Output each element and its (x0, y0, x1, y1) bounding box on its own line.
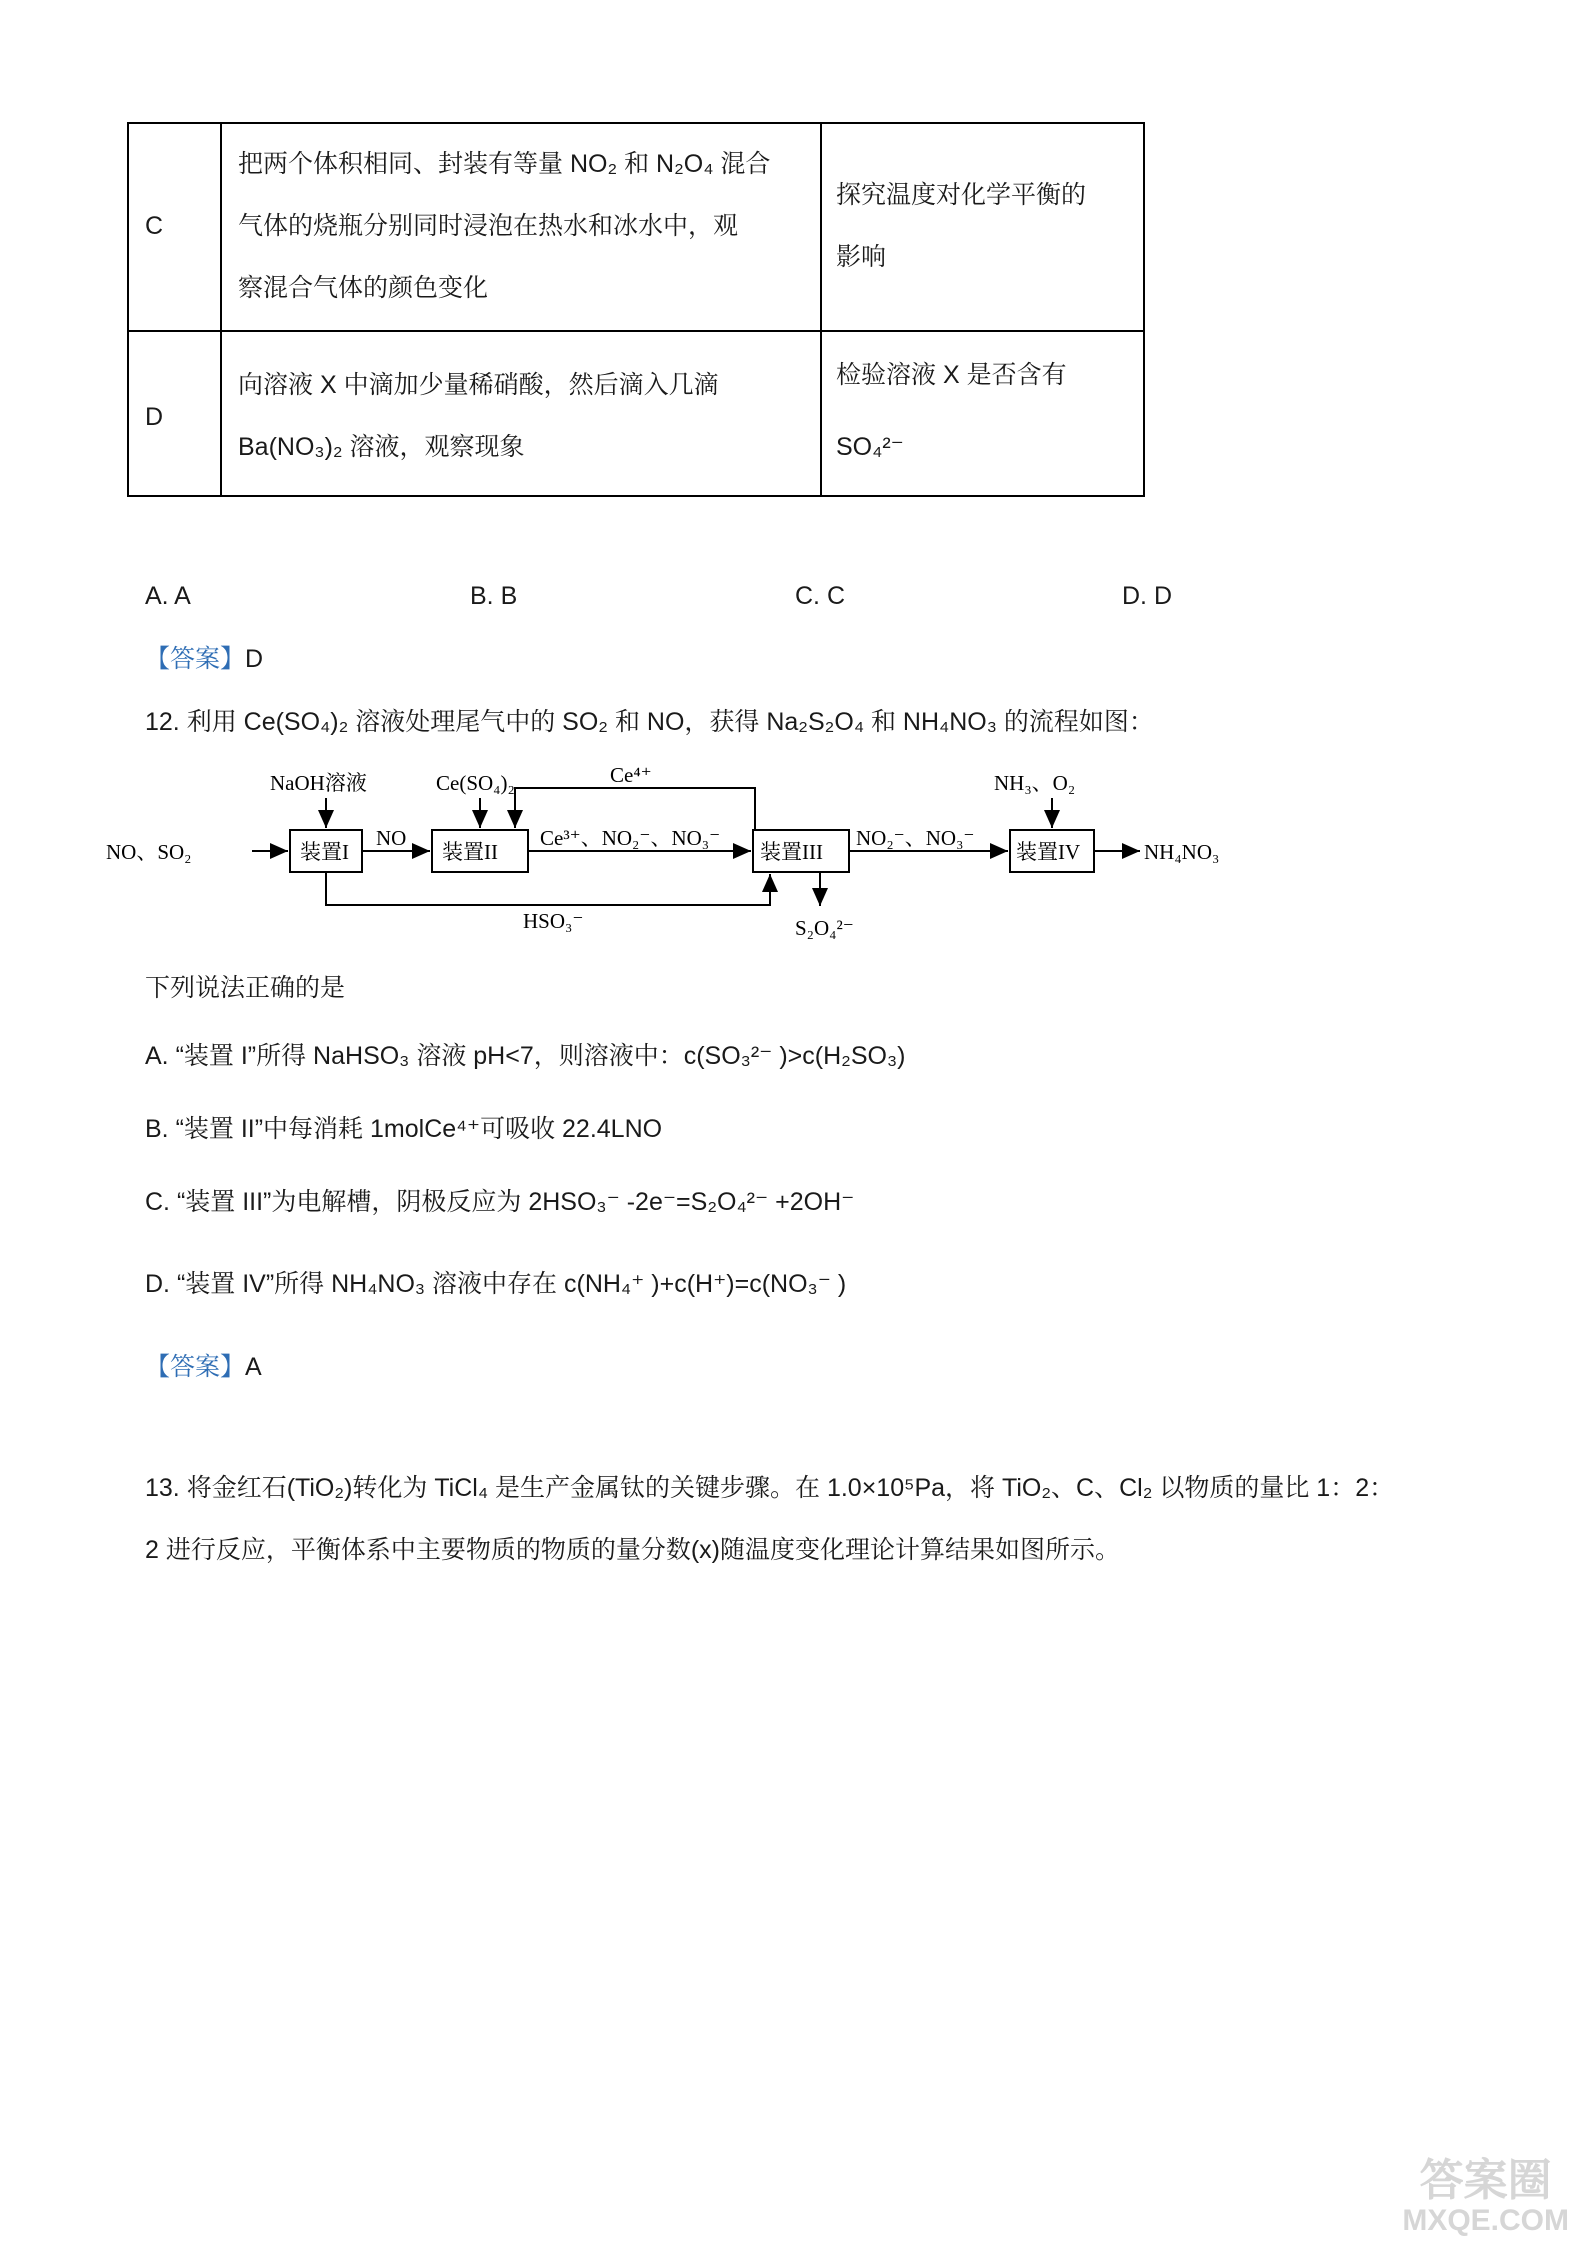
q12-prompt: 下列说法正确的是 (145, 974, 346, 1002)
diagram-box4-label: 装置IV (1016, 840, 1081, 864)
diagram-box1-label: 装置I (300, 840, 349, 864)
diagram-box2-label: 装置II (442, 840, 498, 864)
arrow-ce4-recycle (515, 788, 755, 830)
table-row-divider (129, 330, 1143, 332)
q12-option-b: B. “装置 II”中每消耗 1molCe⁴⁺可吸收 22.4LNO (145, 1115, 663, 1143)
diagram-box3-label: 装置III (760, 840, 823, 864)
answer-value: A (245, 1353, 262, 1381)
row-d-purpose-line-2: SO₄²⁻ (836, 433, 904, 461)
row-c-operation-line-1: 把两个体积相同、封装有等量 NO₂ 和 N₂O₄ 混合 (238, 150, 771, 178)
diagram-arrow-no2-no3: NO₂⁻、NO₃⁻ (856, 826, 975, 850)
diagram-arrow-ce3: Ce³⁺、NO₂⁻、NO₃⁻ (540, 826, 721, 850)
row-c-purpose-line-1: 探究温度对化学平衡的 (836, 181, 1087, 209)
table-col-divider (820, 124, 822, 495)
q12-answer (145, 1349, 262, 1385)
table-col-divider (220, 124, 222, 495)
diagram-s2o4: S₂O₄²⁻ (795, 916, 854, 940)
q12-option-a: A. “装置 I”所得 NaHSO₃ 溶液 pH<7，则溶液中：c(SO₃²⁻ )>c(H₂SO₃) (145, 1042, 906, 1070)
diagram-reagent-naoh: NaOH溶液 (270, 771, 367, 795)
watermark-url: MXQE.COM (1402, 2204, 1569, 2237)
q11-answer (145, 641, 263, 677)
row-c-purpose-line-2: 影响 (836, 243, 887, 271)
answer-value: D (245, 645, 264, 673)
q12-option-c: C. “装置 III”为电解槽，阴极反应为 2HSO₃⁻ -2e⁻=S₂O₄²⁻ +2OH⁻ (145, 1188, 855, 1216)
diagram-arrow-no: NO (376, 826, 407, 850)
watermark (1402, 2157, 1569, 2237)
answer-tag: 【答案】 (145, 1353, 246, 1381)
watermark-logo: 答案圈 (1419, 2156, 1552, 2205)
diagram-hso3: HSO₃⁻ (523, 909, 584, 933)
process-flow-diagram (106, 760, 1250, 960)
row-c-operation-line-2: 气体的烧瓶分别同时浸泡在热水和冰水中，观 (238, 212, 739, 240)
diagram-input: NO、SO₂ (106, 840, 192, 864)
row-d-operation-line-2: Ba(NO₃)₂ 溶液，观察现象 (238, 433, 525, 461)
diagram-recycle-ce4: Ce⁴⁺ (610, 763, 652, 787)
diagram-reagent-nh3: NH₃、O₂ (994, 771, 1076, 795)
q11-option-a: A. A (145, 582, 191, 610)
row-d-operation-line-1: 向溶液 X 中滴加少量稀硝酸，然后滴入几滴 (238, 371, 719, 399)
q13-line-1: 13. 将金红石(TiO₂)转化为 TiCl₄ 是生产金属钛的关键步骤。在 1.0×10⁵Pa，将 TiO₂、C、Cl₂ 以物质的量比 1：2： (145, 1474, 1395, 1502)
arrow-hso3 (326, 872, 770, 905)
row-c-option: C (145, 212, 164, 240)
row-c-operation-line-3: 察混合气体的颜色变化 (238, 274, 489, 302)
row-d-purpose-line-1: 检验溶液 X 是否含有 (836, 361, 1067, 389)
diagram-output: NH₄NO₃ (1144, 840, 1220, 864)
diagram-reagent-ce: Ce(SO₄)₂ (436, 771, 515, 795)
q11-option-c: C. C (795, 582, 845, 610)
q12-option-d: D. “装置 IV”所得 NH₄NO₃ 溶液中存在 c(NH₄⁺ )+c(H⁺)=c(NO₃⁻ ) (145, 1270, 847, 1298)
q13-line-2: 2 进行反应，平衡体系中主要物质的物质的量分数(x)随温度变化理论计算结果如图所示。 (145, 1536, 1121, 1564)
q11-option-d: D. D (1122, 582, 1172, 610)
answer-tag: 【答案】 (145, 645, 246, 673)
q11-option-b: B. B (470, 582, 518, 610)
row-d-option: D (145, 403, 164, 431)
q12-stem: 12. 利用 Ce(SO₄)₂ 溶液处理尾气中的 SO₂ 和 NO，获得 Na₂S₂O₄ 和 NH₄NO₃ 的流程如图： (145, 708, 1154, 736)
